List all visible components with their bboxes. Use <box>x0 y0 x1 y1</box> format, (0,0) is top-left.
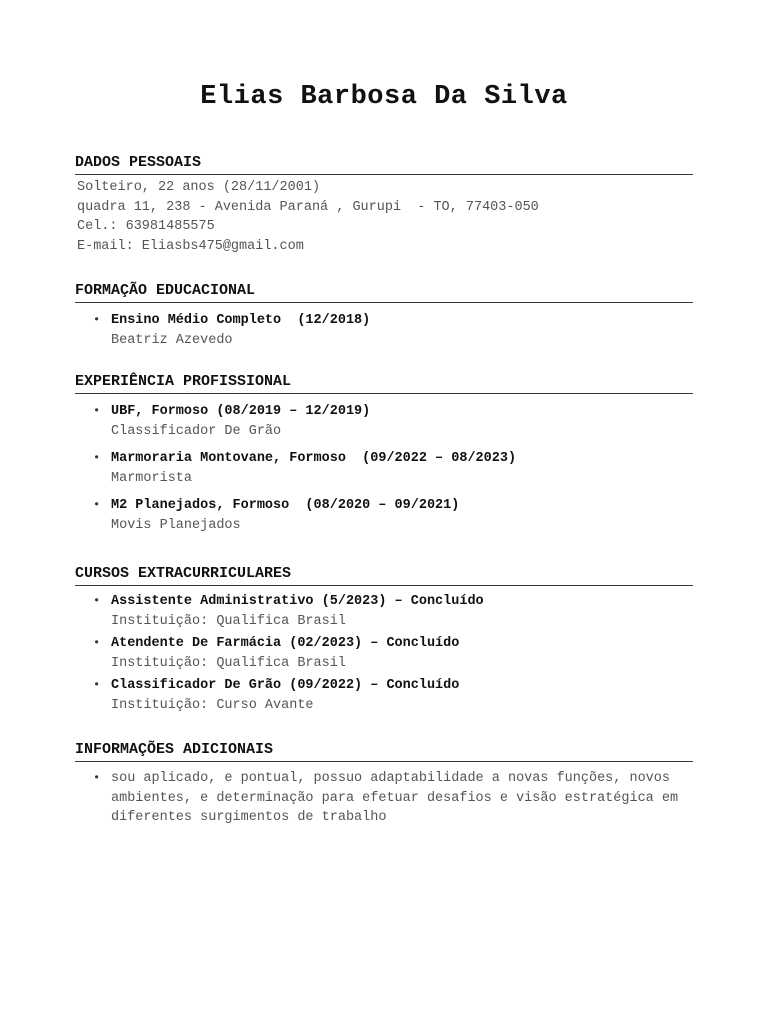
list-item <box>75 634 693 673</box>
section-heading-personal: DADOS PESSOAIS <box>75 154 693 175</box>
course-title: Atendente De Farmácia (02/2023) – Concluído <box>111 636 460 651</box>
bullet-icon: • <box>93 498 101 512</box>
experience-title: M2 Planejados, Formoso (08/2020 – 09/2021) <box>111 498 460 513</box>
bullet-icon: • <box>93 636 101 650</box>
courses-list <box>75 592 693 715</box>
personal-line-address: quadra 11, 238 - Avenida Paraná , Gurupi - TO, 77403-050 <box>77 199 539 215</box>
course-institution: Instituição: Qualifica Brasil <box>111 655 346 671</box>
section-heading-experience: EXPERIÊNCIA PROFISSIONAL <box>75 373 693 394</box>
personal-line-status: Solteiro, 22 anos (28/11/2001) <box>77 180 321 195</box>
section-education <box>75 282 693 350</box>
experience-title: UBF, Formoso (08/2019 – 12/2019) <box>111 404 371 419</box>
bullet-icon: • <box>93 404 101 418</box>
section-additional <box>75 741 693 828</box>
bullet-icon: • <box>93 313 101 327</box>
bullet-icon: • <box>93 771 101 785</box>
section-experience <box>75 373 693 535</box>
education-school: Beatriz Azevedo <box>111 332 233 348</box>
education-list <box>75 311 693 350</box>
personal-line-email: E-mail: Eliasbs475@gmail.com <box>77 238 304 254</box>
experience-role: Marmorista <box>111 470 193 486</box>
list-item <box>75 769 693 828</box>
list-item <box>75 676 693 715</box>
section-heading-courses: CURSOS EXTRACURRICULARES <box>75 565 693 586</box>
section-courses <box>75 565 693 715</box>
course-title: Classificador De Grão (09/2022) – Concluído <box>111 678 460 693</box>
candidate-name: Elias Barbosa Da Silva <box>200 82 568 112</box>
list-item <box>75 402 693 441</box>
experience-role: Classificador De Grão <box>111 423 282 439</box>
additional-text: sou aplicado, e pontual, possuo adaptabilidade a novas funções, novos ambientes, e determinação para efetuar desafios e visão estratégica em diferentes surgimentos de trabalho <box>111 771 679 825</box>
course-institution: Instituição: Curso Avante <box>111 697 314 713</box>
education-title: Ensino Médio Completo (12/2018) <box>111 313 371 328</box>
experience-list <box>75 402 693 535</box>
experience-role: Movis Planejados <box>111 517 241 533</box>
experience-title: Marmoraria Montovane, Formoso (09/2022 – 08/2023) <box>111 451 517 466</box>
list-item <box>75 592 693 631</box>
list-item <box>75 311 693 350</box>
section-heading-education: FORMAÇÃO EDUCACIONAL <box>75 282 693 303</box>
bullet-icon: • <box>93 678 101 692</box>
section-personal <box>75 154 693 256</box>
section-heading-additional: INFORMAÇÕES ADICIONAIS <box>75 741 693 762</box>
list-item <box>75 449 693 488</box>
bullet-icon: • <box>93 594 101 608</box>
course-institution: Instituição: Qualifica Brasil <box>111 613 346 629</box>
personal-line-phone: Cel.: 63981485575 <box>77 219 215 234</box>
course-title: Assistente Administrativo (5/2023) – Concluído <box>111 594 484 609</box>
personal-details <box>75 178 693 256</box>
bullet-icon: • <box>93 451 101 465</box>
additional-list <box>75 769 693 828</box>
list-item <box>75 496 693 535</box>
